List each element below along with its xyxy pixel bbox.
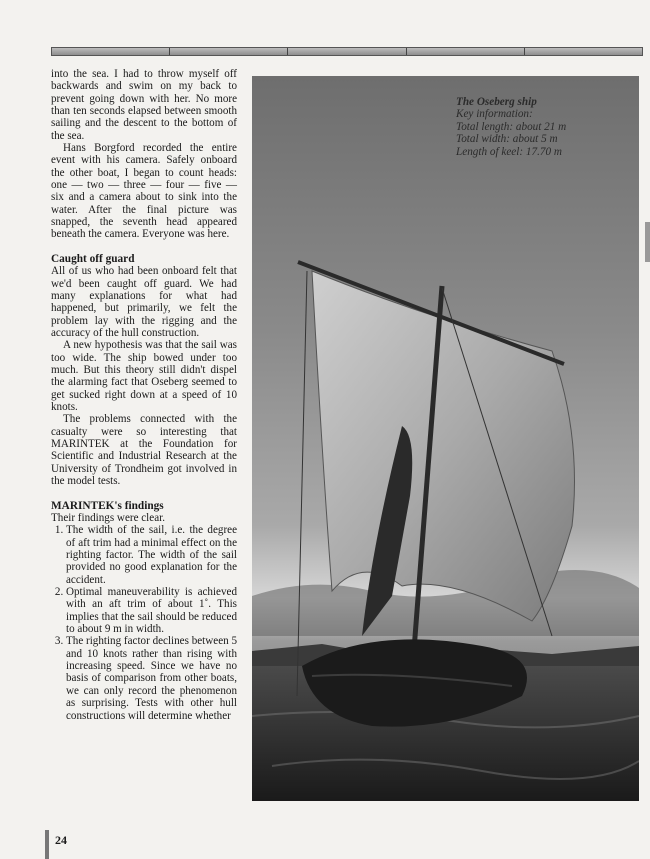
findings-lead: Their findings were clear. [51,512,165,524]
findings-list [51,524,237,722]
section-paragraph: All of us who had been onboard felt that we'd been caught off guard. We had many explanations for what had happened, but primarily, we felt the problem lay with the rigging and the accuracy of the hull construction. [51,265,237,340]
caption-title: The Oseberg ship [456,96,537,108]
findings-list-item: 1. The width of the sail, i.e. the degree of aft trim had a minimal effect on the righting factor. The width of the sail provided no good explanation for the accident. [66,524,237,586]
intro-paragraph: Hans Borgford recorded the entire event with his camera. Safely onboard the other boat, I began to count heads: one — two — three — four — five — six and a camera about to sink into the water. After the final picture was snapped, the seventh head appeared beneath the camera. Everyone was here. [51,142,237,241]
oseberg-ship-photo [252,76,639,801]
ship-illustration [252,76,639,801]
page-number: 24 [55,833,67,847]
intro-paragraph: into the sea. I had to throw myself off backwards and swim on my back to prevent going down with her. No more than ten seconds elapsed between smooth sailing and the descent to the bottom of the sea. [51,68,237,142]
page-edge-tab [645,222,650,262]
section-heading-marintek-findings: MARINTEK's findings [51,499,164,512]
photo-caption [456,96,636,158]
header-rule-segment [170,48,288,55]
header-rule-bar [51,47,643,56]
caption-line: Total length: about 21 m [456,120,567,133]
header-rule-segment [525,48,642,55]
body-text-column [51,68,237,722]
caption-line: Length of keel: 17.70 m [456,145,562,158]
header-rule-segment [52,48,170,55]
findings-list-item: 2. Optimal maneuverability is achieved with an aft trim of about 1˚. This implies that the sail should be reduced to about 9 m in width. [66,586,237,635]
margin-bar [45,830,49,859]
caption-subtitle: Key information: [456,108,533,121]
caption-line: Total width: about 5 m [456,133,558,146]
section-heading-caught-off-guard: Caught off guard [51,252,135,265]
header-rule-segment [288,48,406,55]
section-paragraph: The problems connected with the casualty were so interesting that MARINTEK at the Foundation for Scientific and Industrial Research at the University of Trondheim got involved in the model tests. [51,413,237,488]
section-paragraph: A new hypothesis was that the sail was too wide. The ship bowed under too much. But this theory still didn't dispel the alarming fact that Oseberg seemed to get sucked right down at a speed of 10 knots. [51,339,237,414]
findings-list-item: 3. The righting factor declines between 5 and 10 knots rather than rising with increasing speed. Since we have no basis of comparison from other boats, we can only record the phenomenon as surprising. Tests with other hull constructions will determine whether [66,635,237,721]
header-rule-segment [407,48,525,55]
